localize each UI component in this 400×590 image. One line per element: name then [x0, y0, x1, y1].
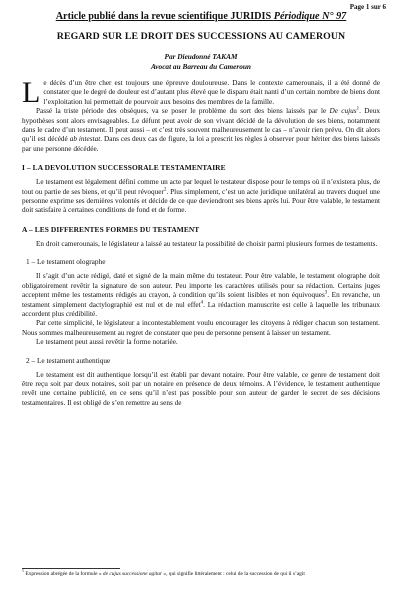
article-title: REGARD SUR LE DROIT DES SUCCESSIONS AU CAMEROUN — [56, 31, 346, 42]
page-number: Page 1 sur 6 — [349, 3, 386, 11]
paragraph-simplicity: Par cette simplicité, le législateur a incontestablement voulu encourager les citoyens à rédiger chacun son testament. Nous sommes malheureusement au regret de constater que peu de personne pensent à laisser un testament. — [22, 319, 380, 337]
paragraph-forms: En droit camerounais, le législateur a laissé au testateur la possibilité de choisir parmi plusieurs formes de testaments. — [36, 239, 378, 248]
footnote-quote: de cujus successione agitur — [102, 571, 163, 577]
paragraph-notarial: Le testament peut aussi revêtir la forme notariée. — [36, 338, 178, 347]
intro-text: e décès d’un être cher est toujours une épreuve douloureuse. Dans le contexte camerounais, il a été donné de constater que le degré de douleur est d’autant plus élevé que le disparu était nanti d’un certain nombre de biens dont l’exploitation lui permettait de pourvoir aux besoins des membres de la famille. — [43, 79, 380, 106]
paragraph-olographe — [22, 272, 380, 319]
footnote-1 — [22, 568, 380, 578]
ab-intestat-term: ab intestat — [69, 135, 101, 144]
journal-issue: Périodique N° 97 — [273, 11, 347, 22]
drop-cap: L — [22, 76, 41, 109]
intro-paragraph — [22, 76, 380, 109]
p5-text-c: . La rédaction manuscrite est celle à laquelle les tribunaux accordent plus crédibilité. — [22, 300, 380, 318]
footnote-ref-4[interactable]: 4 — [200, 300, 204, 306]
section-heading-1: I – LA DEVOLUTION SUCCESSORALE TESTAMENTAIRE — [22, 163, 226, 173]
p2-text-a: Passé la triste période des obsèques, va se poser le problème du sort des biens laissés par le — [36, 107, 330, 116]
de-cujus-term: De cujus — [329, 107, 357, 116]
paragraph-authentique: Le testament est dit authentique lorsqu’il est établi par devant notaire. Pour être valable, ce genre de testament doit être reçu soit par deux notaires, soit par un notaire en présence de deux témoins. A l’évidence, le testament authentique revêt une certaine publicité, en ce sens qu’il n’est pas possible pour son auteur de garder le secret de ses décisions testamentaires. Il est obligé de s’en remettre au sens de — [22, 370, 380, 407]
publication-header — [22, 0, 380, 22]
paragraph-succession — [22, 107, 380, 154]
header-prefix: Article publié dans la revue scientifique JURIDIS — [55, 11, 274, 22]
p3-text-a: Le testament est légalement défini comme un acte par lequel le testateur dispose pour le temps où il n’existera plus, de tout ou partie de ses biens, et qu’il peut révoquer — [22, 178, 380, 196]
p2-text-c: . Dans ces deux cas de figure, la loi a prescrit les règles à observer pour hériter des biens laissés par une personne décédée. — [22, 135, 380, 153]
p5-text-a: Il s’agit d’un acte rédigé, daté et signé de la main même du testateur. Pour être valable, le testament olographe doit obligatoirement revêtir la signature de son auteur. Peu importe les caractères utilisés pour sa rédaction. Certains juges acceptent même les testaments rédigés au crayon, à condition qu’ils soient lisibles et non équivoques — [22, 272, 380, 300]
footnote-number: 1 — [22, 568, 24, 574]
section-heading-a: A – LES DIFFERENTES FORMES DU TESTAMENT — [22, 224, 200, 234]
footnote-divider — [22, 568, 120, 569]
p3-text-b: . Plus simplement, c’est un acte juridique unilatéral au travers duquel une personne exprime ses dernières volontés et décide de ce que deviendront ses biens après lui. Pour être valable, le testament doit satisfaire à certaines conditions de fond et de forme. — [22, 187, 380, 215]
paragraph-testament-definition — [22, 178, 380, 216]
subheading-olographe: 1 – Le testament olographe — [26, 257, 106, 267]
author-block — [22, 52, 380, 71]
footnote-text-b: », qui signifie littéralement : celui de la succession de qui il s’agit — [162, 571, 305, 577]
footnote-text-a: Expression abrégée de la formule « — [24, 571, 103, 577]
footnote-ref-1[interactable]: 1 — [356, 106, 360, 112]
footnote-ref-2[interactable]: 2 — [163, 187, 167, 193]
author-role: Avocat au Barreau du Cameroun — [150, 61, 251, 71]
subheading-authentique: 2 – Le testament authentique — [26, 355, 111, 365]
p5-text-b: . En revanche, un testament simplement dactylographié est nul et de nul effet — [22, 291, 381, 309]
footnote-ref-3[interactable]: 3 — [324, 290, 328, 296]
p2-text-b: . Deux hypothèses sont alors envisageables. Le défunt peut avoir de son vivant décidé de la dévolution de ses biens, notamment dans le cadre d’un testament. Il peut aussi – et c’est très souvent malheureusement le cas – n’avoir rien prévu. On dit alors qu’il est décédé — [22, 107, 380, 144]
author-name: Par Dieudonné TAKAM — [164, 52, 238, 61]
